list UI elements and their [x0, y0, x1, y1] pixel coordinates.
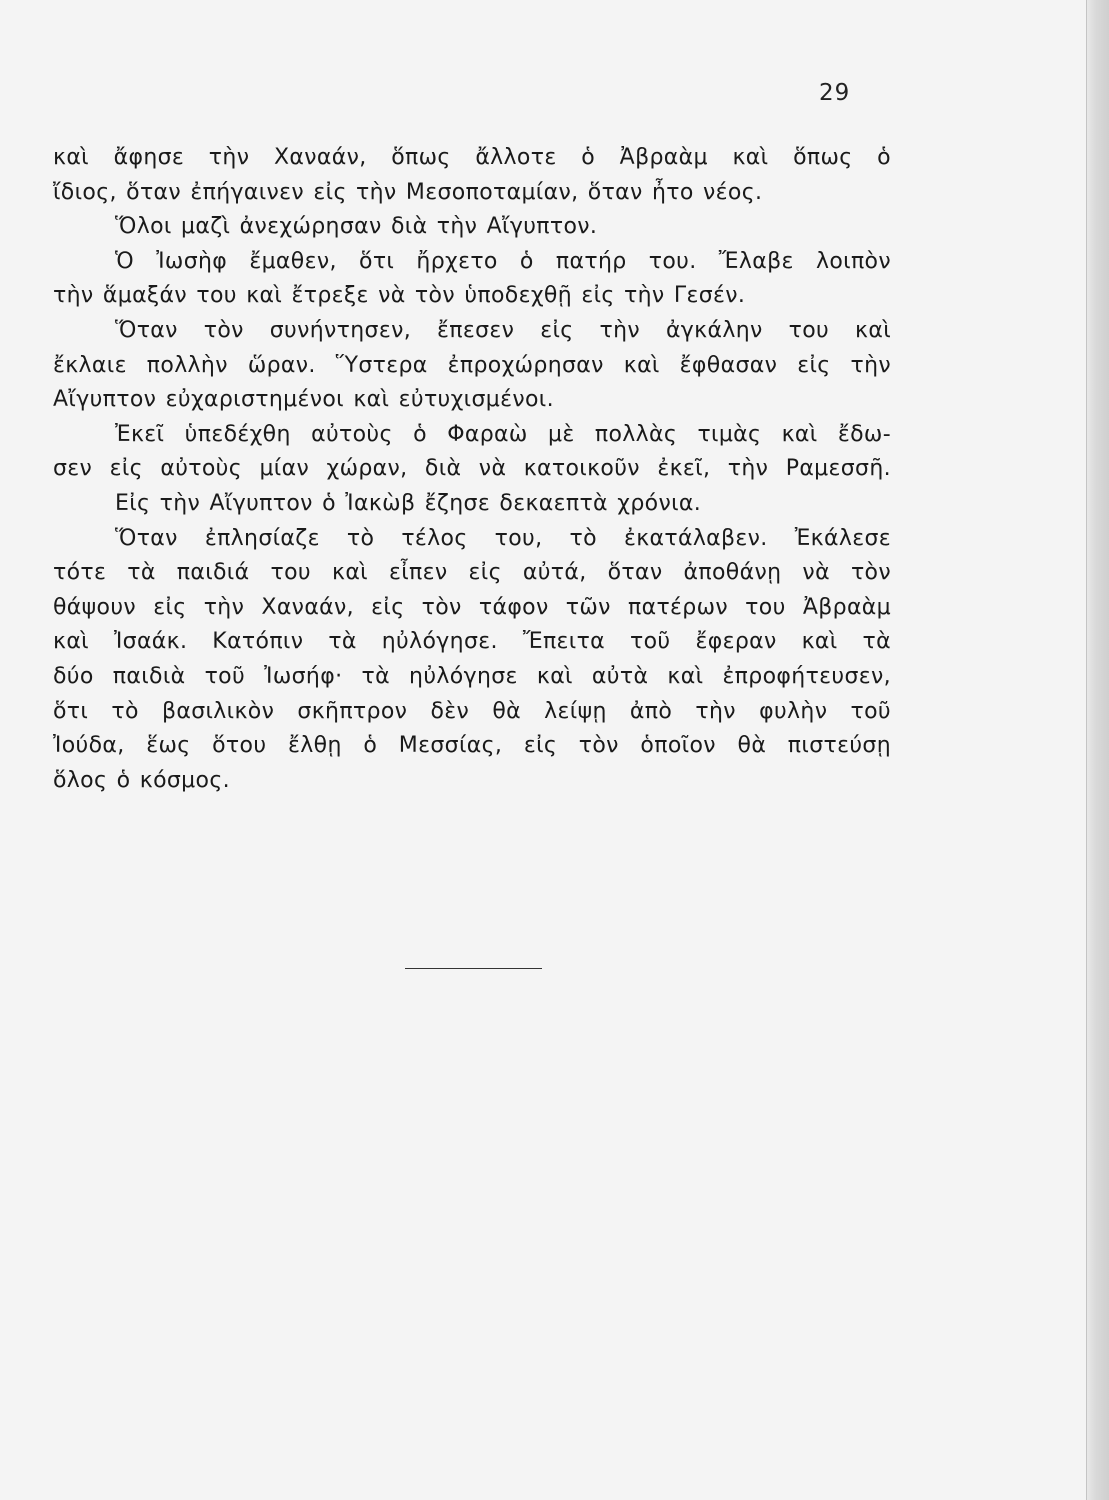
text-line: τὴν ἅμαξάν του καὶ ἔτρεξε νὰ τὸν ὑποδεχθῇ εἰς τὴν Γεσέν.: [53, 283, 746, 309]
text-line: ἴδιος, ὅταν ἐπήγαινεν εἰς τὴν Μεσοποταμίαν, ὅταν ἦτο νέος.: [53, 179, 763, 205]
page-edge: [1086, 0, 1109, 1500]
text-line: ὅλος ὁ κόσμος.: [53, 767, 230, 793]
text-line: καὶ ἄφησε τὴν Χαναάν, ὅπως ἄλλοτε ὁ Ἀβραὰμ καὶ ὅπως ὁ: [53, 145, 891, 170]
body-text: [53, 141, 891, 798]
text-line: ἔκλαιε πολλὴν ὥραν. Ὕστερα ἐπροχώρησαν καὶ ἔφθασαν εἰς τὴν: [53, 352, 891, 378]
text-line: θάψουν εἰς τὴν Χαναάν, εἰς τὸν τάφον τῶν πατέρων του Ἀβραὰμ: [53, 594, 891, 620]
text-line: τότε τὰ παιδιά του καὶ εἶπεν εἰς αὐτά, ὅταν ἀποθάνῃ νὰ τὸν: [53, 560, 891, 586]
text-line: Ἐκεῖ ὑπεδέχθη αὐτοὺς ὁ Φαραὼ μὲ πολλὰς τιμὰς καὶ ἔδω-: [115, 421, 891, 447]
text-line: Εἰς τὴν Αἴγυπτον ὁ Ἰακὼβ ἔζησε δεκαεπτὰ χρόνια.: [115, 490, 702, 516]
text-line: σεν εἰς αὐτοὺς μίαν χώραν, διὰ νὰ κατοικοῦν ἐκεῖ, τὴν Ραμεσσῆ.: [53, 456, 891, 482]
end-of-chapter-rule: [405, 968, 542, 969]
text-line: Ὅταν ἐπλησίαζε τὸ τέλος του, τὸ ἐκατάλαβεν. Ἐκάλεσε: [115, 525, 891, 551]
text-line: Ὅλοι μαζὶ ἀνεχώρησαν διὰ τὴν Αἴγυπτον.: [115, 214, 598, 240]
text-line: Ἰούδα, ἕως ὅτου ἔλθῃ ὁ Μεσσίας, εἰς τὸν ὁποῖον θὰ πιστεύσῃ: [53, 733, 891, 759]
page-number: 29: [819, 80, 851, 106]
text-line: Ὅταν τὸν συνήντησεν, ἔπεσεν εἰς τὴν ἀγκάλην του καὶ: [115, 317, 891, 343]
text-line: δύο παιδιὰ τοῦ Ἰωσήφ· τὰ ηὐλόγησε καὶ αὐτὰ καὶ ἐπροφήτευσεν,: [53, 663, 891, 689]
text-line: Ὁ Ἰωσὴφ ἔμαθεν, ὅτι ἤρχετο ὁ πατήρ του. Ἔλαβε λοιπὸν: [115, 248, 891, 274]
text-line: καὶ Ἰσαάκ. Κατόπιν τὰ ηὐλόγησε. Ἔπειτα τοῦ ἔφεραν καὶ τὰ: [53, 629, 891, 655]
text-line: Αἴγυπτον εὐχαριστημένοι καὶ εὐτυχισμένοι.: [53, 387, 554, 413]
text-line: ὅτι τὸ βασιλικὸν σκῆπτρον δὲν θὰ λείψῃ ἀπὸ τὴν φυλὴν τοῦ: [53, 698, 891, 724]
